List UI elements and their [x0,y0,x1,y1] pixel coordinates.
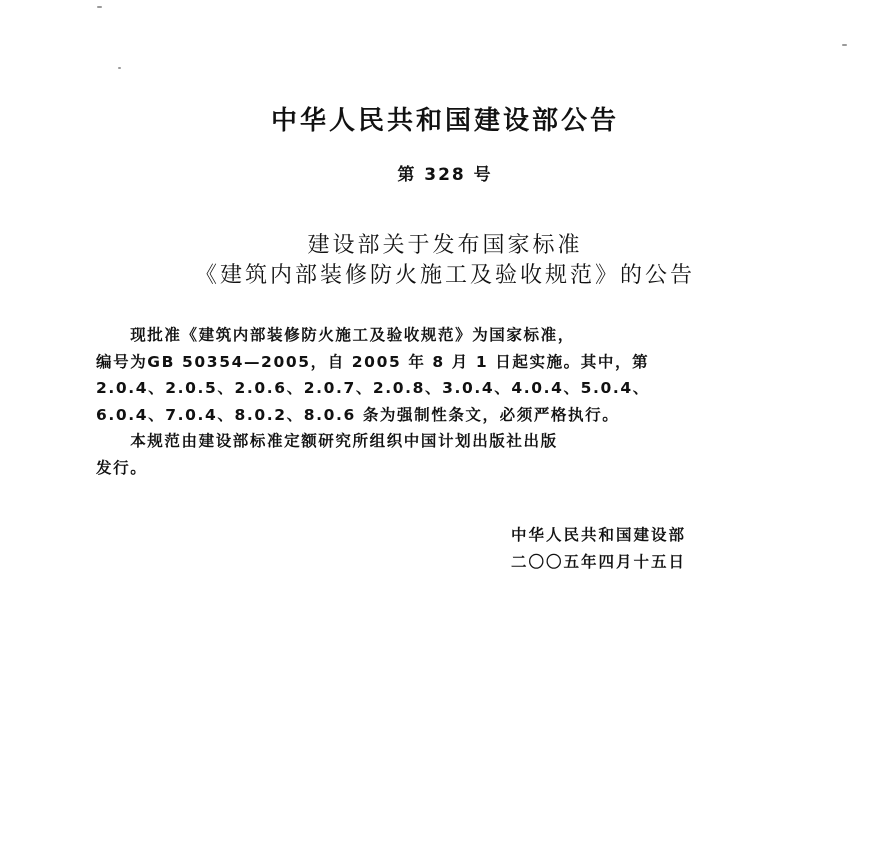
issuer-name: 中华人民共和国建设部 [511,526,687,544]
body-line: 6.0.4、7.0.4、8.0.2、8.0.6 条为强制性条文，必须严格执行。 [96,405,620,424]
issue-date: 二〇〇五年四月十五日 [511,553,687,571]
issue-number: 第 328 号 [397,165,493,185]
subtitle-line-2: 《建筑内部装修防火施工及验收规范》的公告 [194,263,695,288]
signature-block [511,522,686,576]
scan-speck [97,6,102,8]
body-line: 编号为GB 50354—2005，自 2005 年 8 月 1 日起实施。其中，第 [96,352,650,371]
subtitle-line-1: 建设部关于发布国家标准 [307,233,583,258]
announcement-body [96,322,826,481]
scan-speck [842,44,847,46]
body-line: 本规范由建设部标准定额研究所组织中国计划出版社出版 [96,432,558,450]
body-line: 2.0.4、2.0.5、2.0.6、2.0.7、2.0.8、3.0.4、4.0.4、5.0.4、 [96,379,650,397]
body-line: 现批准《建筑内部装修防火施工及验收规范》为国家标准， [96,326,575,344]
scan-speck [118,67,121,69]
announcement-title: 中华人民共和国建设部公告 [270,106,619,136]
body-line: 发行。 [96,458,148,477]
